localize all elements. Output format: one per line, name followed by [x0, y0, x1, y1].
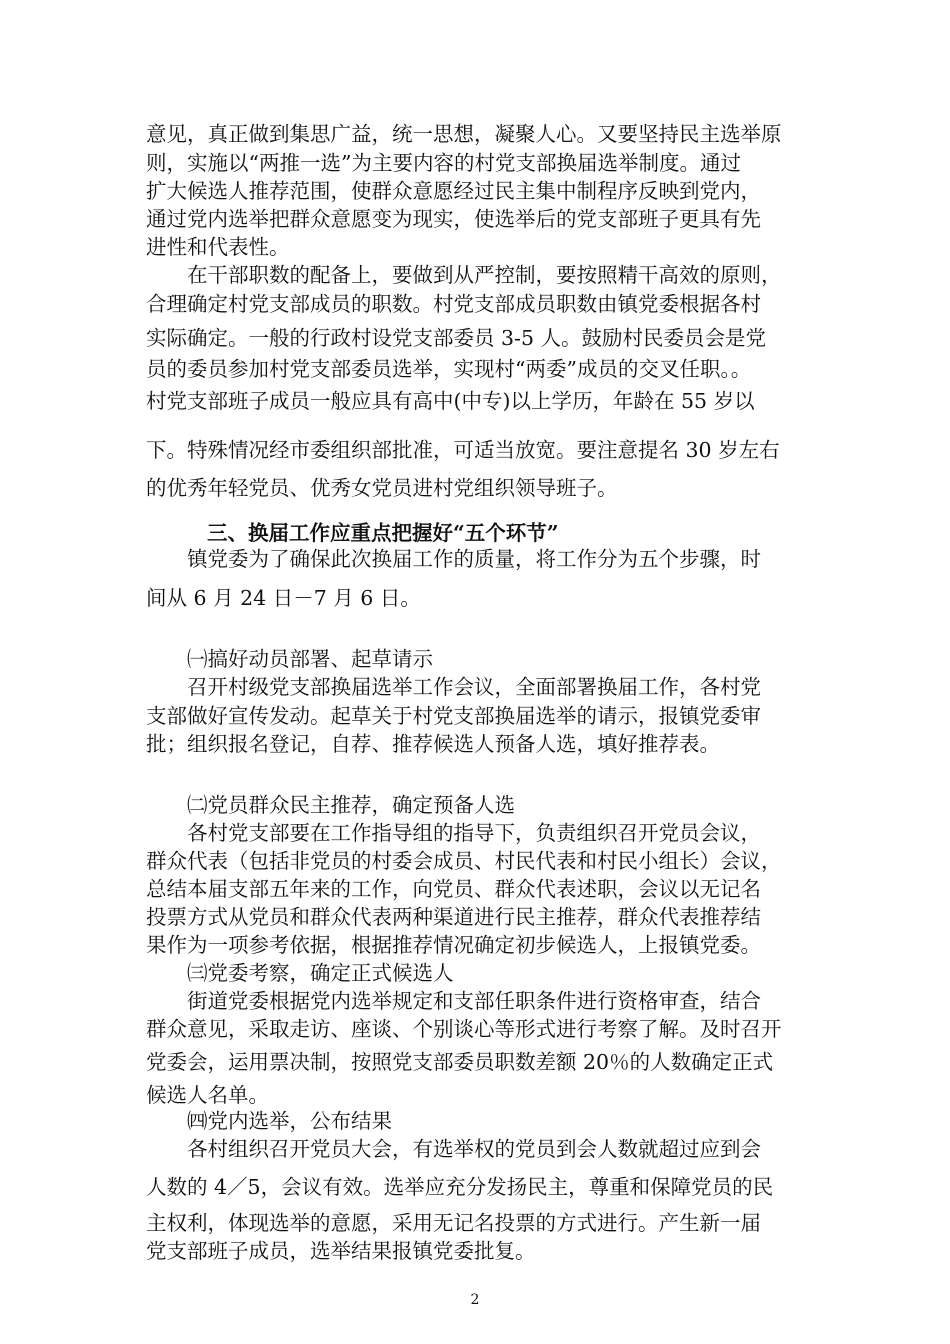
- text-line: 则，实施以“两推一选”为主要内容的村党支部换届选举制度。通过: [146, 151, 741, 175]
- text-line: 员的委员参加村党支部委员选举，实现村“两委”成员的交叉任职。。: [146, 357, 752, 381]
- subheading: ㈠搞好动员部署、起草请示: [187, 647, 433, 671]
- text-line: 召开村级党支部换届选举工作会议，全面部署换届工作，各村党: [187, 675, 761, 699]
- text-line: 各村党支部要在工作指导组的指导下，负责组织召开党员会议，: [187, 821, 761, 845]
- text-line: 镇党委为了确保此次换届工作的质量，将工作分为五个步骤，时: [187, 547, 761, 571]
- text-line: 扩大候选人推荐范围，使群众意愿经过民主集中制程序反映到党内，: [146, 179, 761, 203]
- text-line: 人数的 4／5，会议有效。选举应充分发扬民主，尊重和保障党员的民: [146, 1175, 774, 1199]
- text-line: 街道党委根据党内选举规定和支部任职条件进行资格审查，结合: [187, 989, 761, 1013]
- text-line: 党委会，运用票决制，按照党支部委员职数差额 20％的人数确定正式: [146, 1050, 774, 1074]
- text-line: 意见，真正做到集思广益，统一思想，凝聚人心。又要坚持民主选举原: [146, 122, 782, 146]
- subheading: ㈢党委考察，确定正式候选人: [187, 961, 454, 985]
- text-line: 合理确定村党支部成员的职数。村党支部成员职数由镇党委根据各村: [146, 292, 761, 316]
- text-line: 支部做好宣传发动。起草关于村党支部换届选举的请示，报镇党委审: [146, 704, 761, 728]
- subheading: ㈣党内选举，公布结果: [187, 1109, 392, 1133]
- text-line: 各村组织召开党员大会，有选举权的党员到会人数就超过应到会: [187, 1137, 761, 1161]
- page-number: 2: [470, 1292, 480, 1308]
- text-line: 投票方式从党员和群众代表两种渠道进行民主推荐，群众代表推荐结: [146, 905, 761, 929]
- text-line: 在干部职数的配备上，要做到从严控制，要按照精干高效的原则，: [187, 263, 782, 287]
- text-line: 通过党内选举把群众意愿变为现实，使选举后的党支部班子更具有先: [146, 207, 761, 231]
- text-line: 候选人名单。: [146, 1083, 269, 1107]
- text-line: 下。特殊情况经市委组织部批准，可适当放宽。要注意提名 30 岁左右: [146, 438, 780, 462]
- text-line: 的优秀年轻党员、优秀女党员进村党组织领导班子。: [146, 476, 618, 500]
- text-line: 果作为一项参考依据，根据推荐情况确定初步候选人，上报镇党委。: [146, 933, 761, 957]
- text-line: 总结本届支部五年来的工作，向党员、群众代表述职，会议以无记名: [146, 877, 761, 901]
- text-line: 批；组织报名登记，自荐、推荐候选人预备人选，填好推荐表。: [146, 732, 720, 756]
- text-line: 实际确定。一般的行政村设党支部委员 3-5 人。鼓励村民委员会是党: [146, 326, 767, 350]
- text-line: 党支部班子成员，选举结果报镇党委批复。: [146, 1239, 536, 1263]
- text-line: 主权利，体现选举的意愿，采用无记名投票的方式进行。产生新一届: [146, 1211, 761, 1235]
- text-line: 群众意见，采取走访、座谈、个别谈心等形式进行考察了解。及时召开: [146, 1017, 782, 1041]
- subheading: ㈡党员群众民主推荐，确定预备人选: [187, 793, 515, 817]
- text-line: 进性和代表性。: [146, 235, 290, 259]
- text-line: 群众代表（包括非党员的村委会成员、村民代表和村民小组长）会议，: [146, 849, 782, 873]
- section-heading: 三、换届工作应重点把握好“五个环节”: [207, 521, 559, 545]
- text-line: 间从 6 月 24 日－7 月 6 日。: [146, 586, 421, 610]
- text-line: 村党支部班子成员一般应具有高中(中专)以上学历，年龄在 55 岁以: [146, 389, 755, 413]
